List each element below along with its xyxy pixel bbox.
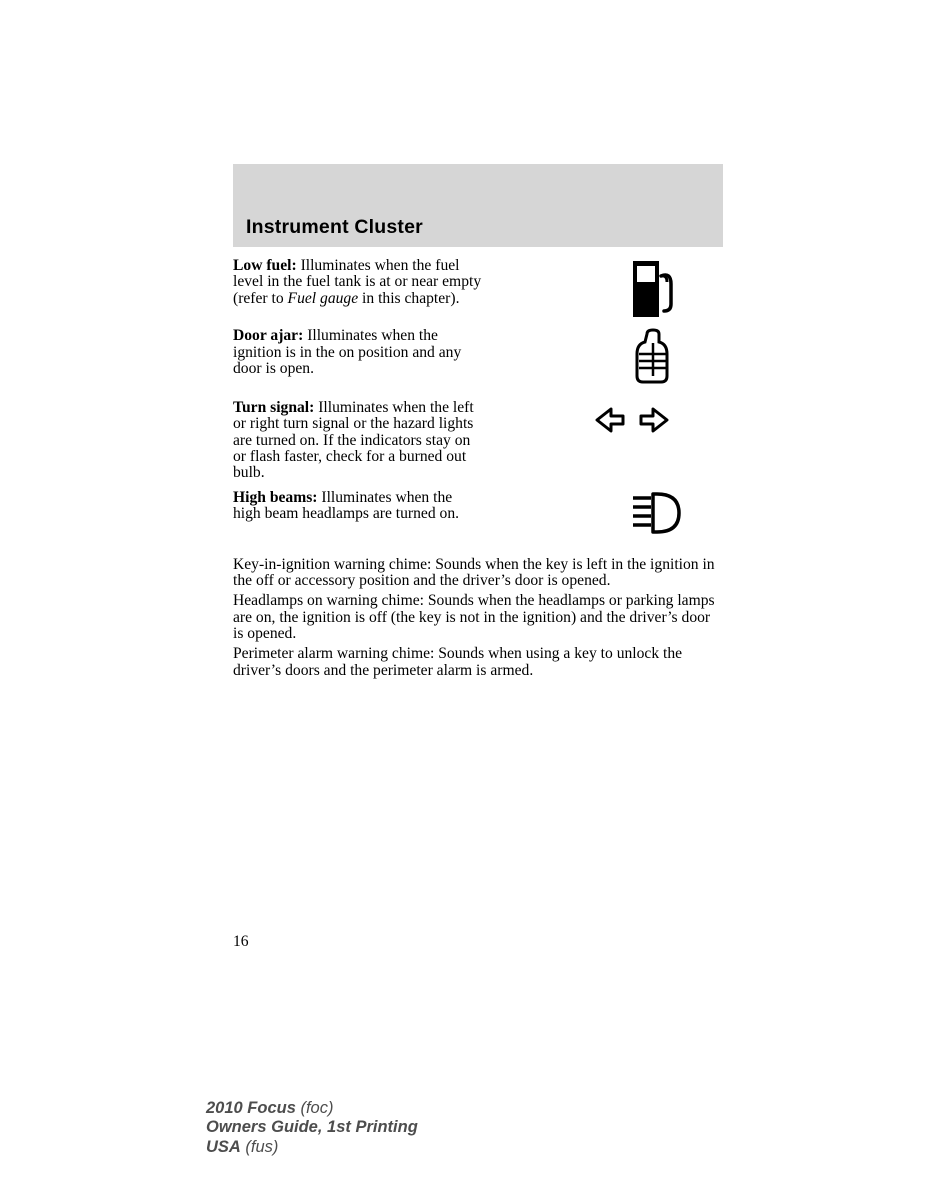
entry-text <box>233 557 723 590</box>
entry-term: Low fuel: <box>233 257 297 274</box>
entry-body: Illuminates when the ignition is in the on position and any door is open. <box>233 327 462 378</box>
entry-text <box>233 258 483 307</box>
entry-body: Illuminates when the left or right turn signal or the hazard lights are turned on. If the indicators stay on or flash faster, check for a burned out bulb. <box>233 398 474 482</box>
page-number: 16 <box>233 933 249 950</box>
section-header-band <box>233 164 723 247</box>
turn-signal-arrows-icon <box>593 396 723 458</box>
entry-text <box>233 490 483 523</box>
entry-text <box>233 646 723 679</box>
entry-term: Key-in-ignition warning chime: <box>233 555 432 573</box>
footer-model-code: (foc) <box>295 1099 334 1117</box>
footer-guide: Owners Guide, 1st Printing <box>206 1118 418 1137</box>
page-content <box>233 258 723 682</box>
footer-region: USA <box>206 1137 241 1156</box>
entry-high-beams <box>233 490 723 523</box>
entry-text <box>233 400 483 482</box>
entry-body: Illuminates when the high beam headlamps are turned on. <box>233 488 460 523</box>
entry-headlamps-on-chime <box>233 593 723 643</box>
entry-text <box>233 328 483 377</box>
entry-term: Door ajar: <box>233 327 304 345</box>
entry-term: Headlamps on warning chime: <box>233 592 424 610</box>
door-ajar-icon <box>593 328 723 390</box>
footer-model: 2010 Focus <box>206 1099 296 1117</box>
entry-text <box>233 593 723 643</box>
footer-line-1 <box>206 1099 418 1118</box>
fuel-pump-icon <box>593 258 723 320</box>
entry-perimeter-alarm-chime <box>233 646 723 679</box>
entry-body: Illuminates when the fuel level in the fuel tank is at or near empty (refer to <box>233 257 482 307</box>
entry-turn-signal <box>233 400 723 482</box>
entry-low-fuel <box>233 258 723 307</box>
high-beam-icon <box>593 488 723 550</box>
entry-body: Sounds when using a key to unlock the driver’s doors and the perimeter alarm is armed. <box>233 645 683 679</box>
entry-italic: Fuel gauge <box>287 289 359 307</box>
entry-body-2: in this chapter). <box>358 289 460 307</box>
entry-term: Perimeter alarm warning chime: <box>233 645 435 663</box>
entry-body: Sounds when the key is left in the ignition in the off or accessory position and the driver’s door is opened. <box>233 555 715 590</box>
entry-term: High beams: <box>233 488 318 506</box>
entry-door-ajar <box>233 328 723 377</box>
footer-region-code: (fus) <box>240 1137 279 1156</box>
entry-body: Sounds when the headlamps or parking lamps are on, the ignition is off (the key is not in the ignition) and the driver’s door is opened. <box>233 592 715 643</box>
document-footer <box>206 1099 418 1157</box>
footer-line-3 <box>206 1138 418 1157</box>
entry-key-in-ignition-chime <box>233 557 723 590</box>
footer-line-2 <box>206 1118 418 1137</box>
entry-term: Turn signal: <box>233 398 315 416</box>
page-title: Instrument Cluster <box>246 216 423 238</box>
